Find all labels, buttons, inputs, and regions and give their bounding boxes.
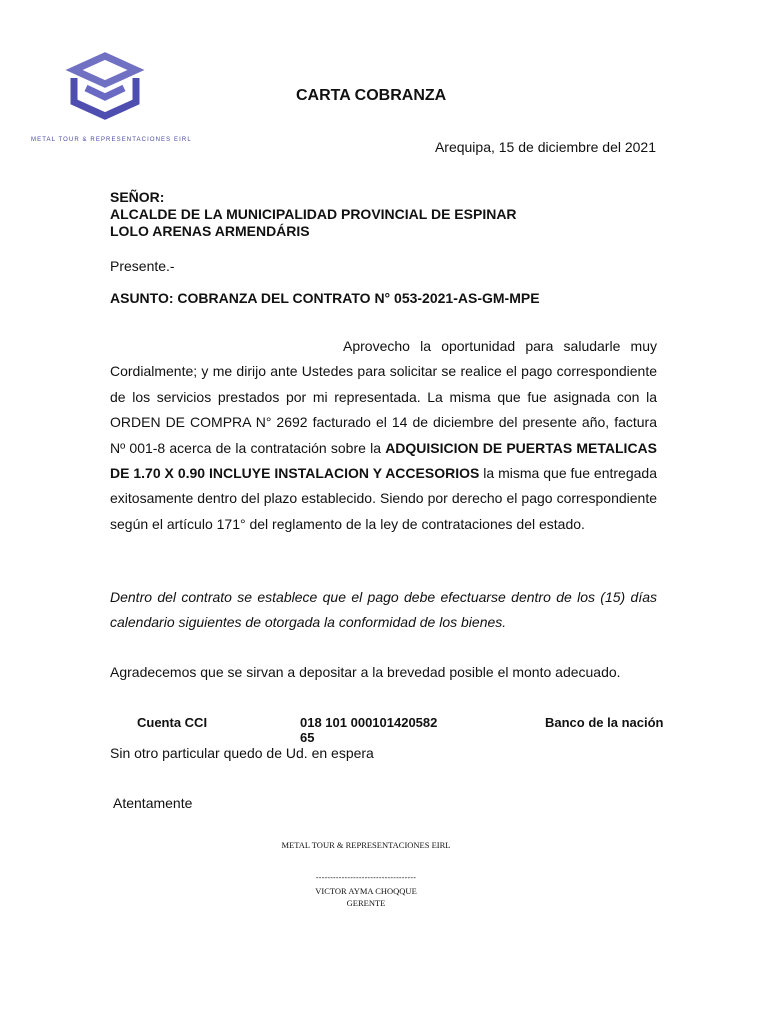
metal-tour-cube-logo-icon (64, 50, 146, 122)
recipient-line1: ALCALDE DE LA MUNICIPALIDAD PROVINCIAL DE ESPINAR (110, 206, 517, 222)
account-number: 018 101 000101420582 65 (300, 715, 438, 745)
signature-company: METAL TOUR & REPRESENTACIONES EIRL (281, 840, 451, 850)
paragraph-1-bold: ADQUISICION DE PUERTAS METALICAS DE 1.70 X 0.90 INCLUYE INSTALACION Y ACCESORIOS (110, 439, 658, 482)
letter-title: CARTA COBRANZA (296, 87, 447, 104)
closing-line: Sin otro particular quedo de Ud. en espera (110, 745, 374, 761)
account-bank: Banco de la nación (545, 715, 664, 730)
recipient-salutation: SEÑOR: (110, 189, 165, 205)
letter-date: Arequipa, 15 de diciembre del 2021 (434, 139, 656, 155)
asunto: ASUNTO: COBRANZA DEL CONTRATO N° 053-2021-AS-GM-MPE (110, 290, 540, 306)
signature-name: VICTOR AYMA CHOQQUE (315, 886, 417, 896)
paragraph-2: Dentro del contrato se establece que el pago debe efectuarse dentro de los (15) días calendario siguientes de otorgada la conformidad de los bienes. (110, 589, 657, 631)
signature-line: ----------------------------------- (315, 873, 417, 882)
presente: Presente.- (110, 258, 175, 274)
recipient-block (110, 189, 517, 240)
signature-role: GERENTE (346, 898, 386, 908)
company-tag: METAL TOUR & REPRESENTACIONES EIRL (31, 137, 192, 143)
paragraph-1-part2: la misma que fue entregada exitosamente dentro del plazo establecido. Siendo por derecho el pago correspondiente según el artículo 171° del reglamento de la ley de contrataciones del estado. (110, 465, 657, 532)
account-label: Cuenta CCI (137, 715, 208, 730)
recipient-line2: LOLO ARENAS ARMENDÁRIS (110, 223, 310, 239)
paragraph-1-part1: Aprovecho la oportunidad para saludarle muy Cordialmente; y me dirijo ante Ustedes para solicitar se realice el pago correspondiente de los servicios prestados por mi representada. La misma que fue asignada con la ORDEN DE COMPRA N° 2692 facturado el 14 de diciembre del presente año, factura Nº 001-8 acerca de la contratación sobre la (110, 338, 657, 456)
paragraph-3: Agradecemos que se sirvan a depositar a la brevedad posible el monto adecuado. (110, 664, 621, 680)
paragraph-1 (110, 334, 657, 537)
closing-atentamente: Atentamente (113, 795, 193, 811)
